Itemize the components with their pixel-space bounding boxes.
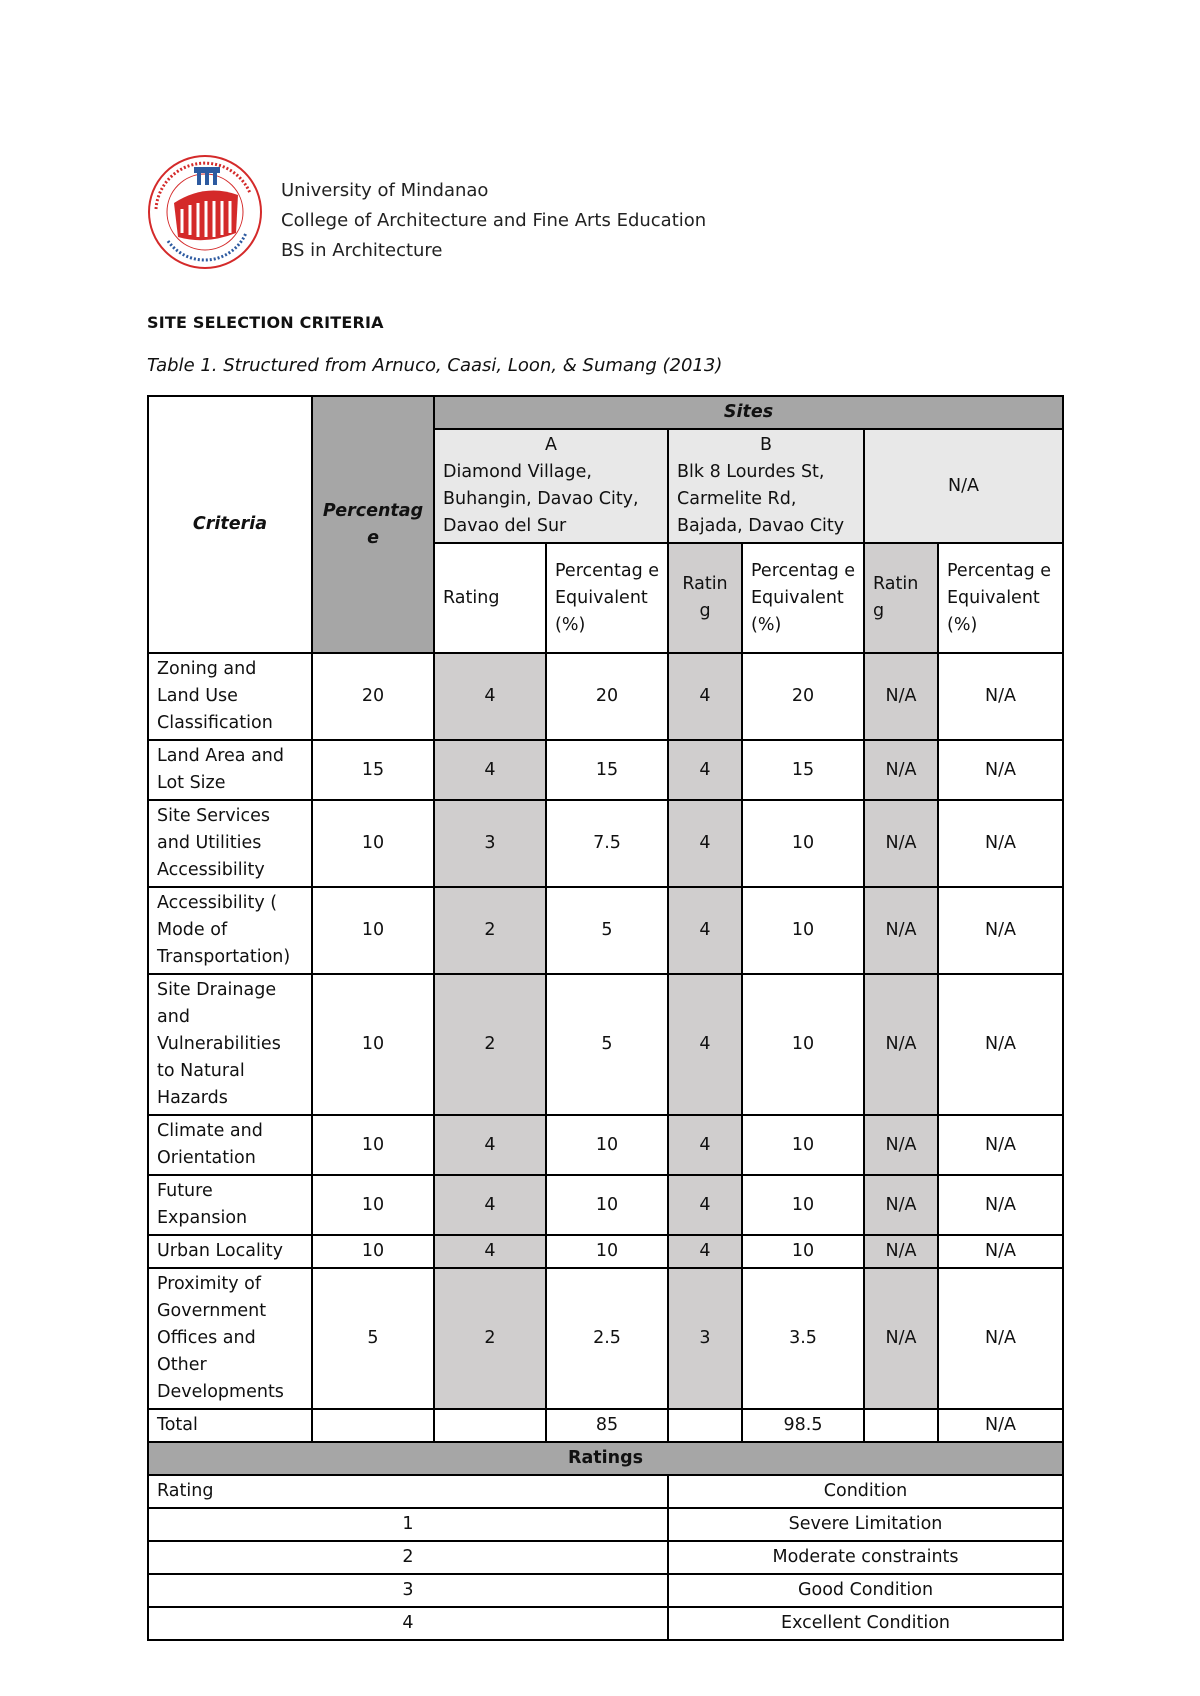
ratings-col-condition: Condition — [668, 1475, 1063, 1508]
cell-percentage: 10 — [312, 1115, 434, 1175]
university-name: University of Mindanao — [281, 180, 489, 201]
cell-a-pct: 15 — [546, 740, 668, 800]
cell-a-rating: 4 — [434, 653, 546, 740]
cell-criteria: Zoning and Land Use Classification — [148, 653, 312, 740]
college-name: College of Architecture and Fine Arts Education — [281, 210, 707, 231]
cell-c-rating: N/A — [864, 1175, 938, 1235]
rating-condition: Moderate constraints — [668, 1541, 1063, 1574]
cell-b-rating: 4 — [668, 887, 742, 974]
cell-c-pct: N/A — [938, 887, 1063, 974]
rating-value: 4 — [148, 1607, 668, 1640]
site-a-pct-header: Percentag e Equivalent (%) — [546, 543, 668, 653]
cell-a-rating: 4 — [434, 1115, 546, 1175]
rating-row — [148, 1541, 1063, 1574]
cell-b-pct: 10 — [742, 1115, 864, 1175]
document-title: SITE SELECTION CRITERIA — [147, 313, 384, 332]
criteria-header: Criteria — [148, 396, 312, 653]
cell-criteria: Climate and Orientation — [148, 1115, 312, 1175]
total-b-pct: 98.5 — [742, 1409, 864, 1442]
rating-condition: Excellent Condition — [668, 1607, 1063, 1640]
rating-row — [148, 1508, 1063, 1541]
site-c-name: N/A — [948, 475, 979, 496]
cell-c-pct: N/A — [938, 653, 1063, 740]
cell-percentage: 10 — [312, 800, 434, 887]
total-b-rating — [668, 1409, 742, 1442]
table-row — [148, 1115, 1063, 1175]
cell-b-rating: 4 — [668, 800, 742, 887]
total-c-rating — [864, 1409, 938, 1442]
cell-criteria: Site Drainage and Vulnerabilities to Natural Hazards — [148, 974, 312, 1115]
cell-c-rating: N/A — [864, 740, 938, 800]
site-b-name: Blk 8 Lourdes St, Carmelite Rd, Bajada, Davao City — [677, 462, 845, 536]
cell-c-rating: N/A — [864, 800, 938, 887]
criteria-rows — [148, 653, 1063, 1409]
cell-b-rating: 4 — [668, 1115, 742, 1175]
cell-criteria: Site Services and Utilities Accessibility — [148, 800, 312, 887]
cell-b-rating: 4 — [668, 974, 742, 1115]
cell-c-rating: N/A — [864, 974, 938, 1115]
rating-row — [148, 1607, 1063, 1640]
cell-a-pct: 10 — [546, 1235, 668, 1268]
program-name: BS in Architecture — [281, 240, 443, 261]
cell-b-pct: 3.5 — [742, 1268, 864, 1409]
cell-percentage: 10 — [312, 1235, 434, 1268]
rating-condition: Severe Limitation — [668, 1508, 1063, 1541]
cell-c-pct: N/A — [938, 1235, 1063, 1268]
table-row — [148, 1175, 1063, 1235]
cell-a-rating: 3 — [434, 800, 546, 887]
site-c-pct-header: Percentag e Equivalent (%) — [938, 543, 1063, 653]
ratings-title: Ratings — [148, 1442, 1063, 1475]
site-b-rating-header: Ratin g — [668, 543, 742, 653]
cell-c-rating: N/A — [864, 653, 938, 740]
cell-b-pct: 10 — [742, 1175, 864, 1235]
table-row — [148, 1235, 1063, 1268]
cell-a-rating: 4 — [434, 1235, 546, 1268]
cell-percentage: 5 — [312, 1268, 434, 1409]
site-b-pct-header: Percentag e Equivalent (%) — [742, 543, 864, 653]
cell-a-pct: 20 — [546, 653, 668, 740]
cell-a-pct: 10 — [546, 1115, 668, 1175]
cell-percentage: 10 — [312, 974, 434, 1115]
cell-a-rating: 2 — [434, 887, 546, 974]
cell-percentage: 10 — [312, 887, 434, 974]
cell-criteria: Future Expansion — [148, 1175, 312, 1235]
cell-c-pct: N/A — [938, 1268, 1063, 1409]
site-a-header — [434, 429, 668, 543]
total-a-rating — [434, 1409, 546, 1442]
cell-c-pct: N/A — [938, 1115, 1063, 1175]
table-caption: Table 1. Structured from Arnuco, Caasi, Loon, & Sumang (2013) — [147, 355, 723, 376]
cell-criteria: Proximity of Government Offices and Other Developments — [148, 1268, 312, 1409]
site-b-letter: B — [759, 435, 772, 455]
rating-value: 3 — [148, 1574, 668, 1607]
cell-percentage: 10 — [312, 1175, 434, 1235]
table-row — [148, 974, 1063, 1115]
rating-condition: Good Condition — [668, 1574, 1063, 1607]
cell-b-pct: 10 — [742, 1235, 864, 1268]
cell-criteria: Urban Locality — [148, 1235, 312, 1268]
rating-row — [148, 1574, 1063, 1607]
rating-value: 2 — [148, 1541, 668, 1574]
cell-c-pct: N/A — [938, 974, 1063, 1115]
cell-a-rating: 2 — [434, 1268, 546, 1409]
total-c-pct: N/A — [938, 1409, 1063, 1442]
ratings-col-rating: Rating — [148, 1475, 668, 1508]
table-row — [148, 653, 1063, 740]
cell-c-rating: N/A — [864, 887, 938, 974]
university-seal-icon — [146, 153, 264, 271]
cell-b-pct: 15 — [742, 740, 864, 800]
cell-b-pct: 10 — [742, 887, 864, 974]
university-seal — [146, 153, 264, 271]
cell-b-rating: 3 — [668, 1268, 742, 1409]
cell-a-pct: 5 — [546, 974, 668, 1115]
cell-b-rating: 4 — [668, 740, 742, 800]
total-percentage — [312, 1409, 434, 1442]
cell-percentage: 20 — [312, 653, 434, 740]
cell-c-rating: N/A — [864, 1115, 938, 1175]
cell-b-pct: 10 — [742, 800, 864, 887]
cell-a-pct: 5 — [546, 887, 668, 974]
cell-b-rating: 4 — [668, 1175, 742, 1235]
institution-header — [281, 176, 706, 266]
cell-a-pct: 7.5 — [546, 800, 668, 887]
cell-b-rating: 4 — [668, 1235, 742, 1268]
site-a-name: Diamond Village, Buhangin, Davao City, Davao del Sur — [443, 462, 639, 536]
cell-b-pct: 20 — [742, 653, 864, 740]
site-c-header — [864, 429, 1063, 543]
cell-b-pct: 10 — [742, 974, 864, 1115]
cell-a-pct: 10 — [546, 1175, 668, 1235]
site-a-rating-header: Rating — [434, 543, 546, 653]
sites-header: Sites — [434, 396, 1063, 429]
cell-a-rating: 2 — [434, 974, 546, 1115]
cell-a-rating: 4 — [434, 1175, 546, 1235]
cell-c-rating: N/A — [864, 1268, 938, 1409]
cell-a-rating: 4 — [434, 740, 546, 800]
cell-c-pct: N/A — [938, 740, 1063, 800]
site-selection-table — [147, 395, 1064, 1641]
site-a-letter: A — [545, 435, 557, 455]
table-row — [148, 1268, 1063, 1409]
cell-criteria: Accessibility ( Mode of Transportation) — [148, 887, 312, 974]
table-row — [148, 800, 1063, 887]
total-a-pct: 85 — [546, 1409, 668, 1442]
cell-c-rating: N/A — [864, 1235, 938, 1268]
table-row — [148, 887, 1063, 974]
cell-a-pct: 2.5 — [546, 1268, 668, 1409]
total-row — [148, 1409, 1063, 1442]
total-label: Total — [148, 1409, 312, 1442]
cell-b-rating: 4 — [668, 653, 742, 740]
percentage-header: Percentag e — [312, 396, 434, 653]
rating-value: 1 — [148, 1508, 668, 1541]
cell-percentage: 15 — [312, 740, 434, 800]
ratings-rows — [148, 1508, 1063, 1640]
site-b-header — [668, 429, 864, 543]
cell-c-pct: N/A — [938, 800, 1063, 887]
table-row — [148, 740, 1063, 800]
cell-criteria: Land Area and Lot Size — [148, 740, 312, 800]
cell-c-pct: N/A — [938, 1175, 1063, 1235]
site-c-rating-header: Ratin g — [864, 543, 938, 653]
